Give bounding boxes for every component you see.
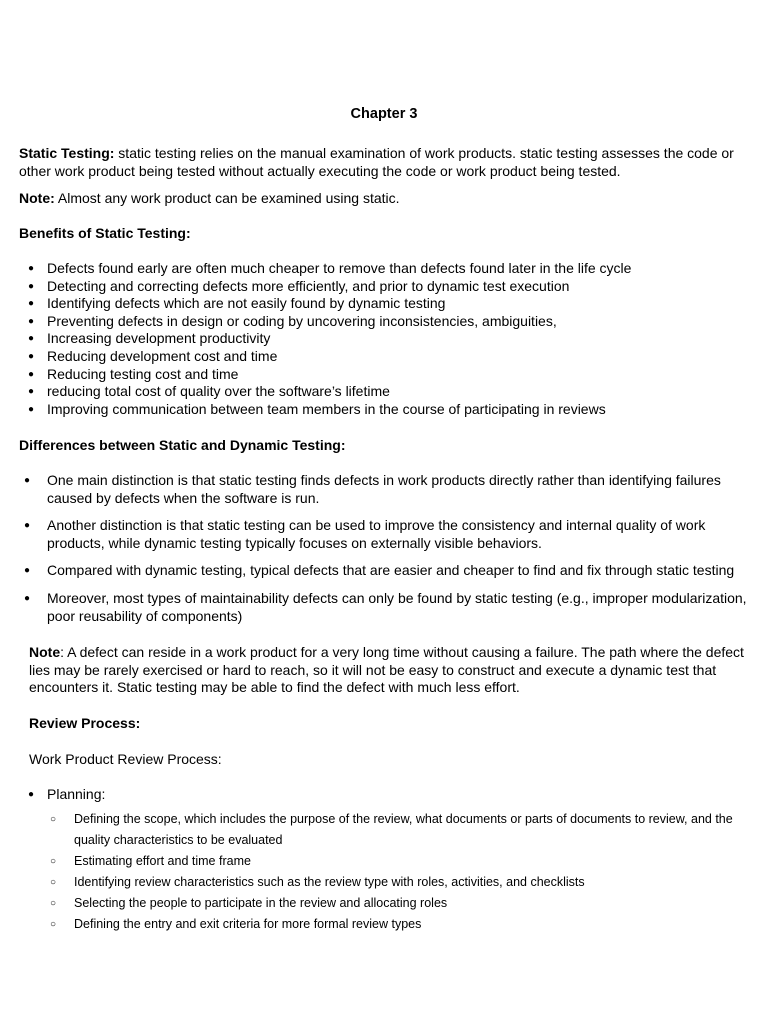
list-item: ● reducing total cost of quality over the software’s lifetime	[19, 383, 749, 401]
defect-note-label: Note	[29, 644, 61, 660]
note-text: Almost any work product can be examined using static.	[54, 190, 400, 206]
list-item: ● Preventing defects in design or coding by uncovering inconsistencies, ambiguities,	[19, 313, 749, 331]
static-testing-text: static testing relies on the manual examination of work products. static testing assesses the code or other work product being tested without actually executing the code or work product being tested.	[19, 145, 734, 179]
note-label: Note:	[19, 190, 55, 206]
list-item: ● Identifying defects which are not easily found by dynamic testing	[19, 295, 749, 313]
list-item: ● Increasing development productivity	[19, 330, 749, 348]
review-process-heading: Review Process:	[29, 715, 141, 731]
benefits-list	[19, 260, 749, 418]
list-item: ● Moreover, most types of maintainability defects can only be found by static testing (e.g., improper modularization, poor reusability of components)	[19, 590, 749, 625]
differences-list	[19, 472, 749, 635]
list-item: ○ Estimating effort and time frame	[19, 851, 754, 872]
planning-label: Planning:	[47, 786, 106, 802]
list-item: ● Another distinction is that static testing can be used to improve the consistency and internal quality of work products, while dynamic testing typically focuses on externally visible behaviors.	[19, 517, 749, 552]
list-item: ○ Selecting the people to participate in the review and allocating roles	[19, 893, 754, 914]
static-testing-label: Static Testing:	[19, 145, 115, 161]
list-item: ● Compared with dynamic testing, typical defects that are easier and cheaper to find and fix through static testing	[19, 562, 749, 580]
list-item: ○ Defining the scope, which includes the purpose of the review, what documents or parts of documents to review, and the quality characteristics to be evaluated	[19, 809, 754, 851]
chapter-title: Chapter 3	[350, 106, 418, 122]
list-item: ● Reducing development cost and time	[19, 348, 749, 366]
defect-note-text: : A defect can reside in a work product for a very long time without causing a failure. The path where the defect lies may be rarely exercised or hard to reach, so it will not be easy to construct and execute a dynamic test that encounters it. Static testing may be able to find the defect with much less effort.	[29, 644, 744, 696]
planning-item	[19, 786, 749, 804]
list-item: ● Defects found early are often much cheaper to remove than defects found later in the life cycle	[19, 260, 749, 278]
static-testing-definition	[19, 145, 749, 180]
planning-list	[19, 786, 749, 935]
defect-note-paragraph	[29, 644, 745, 697]
work-product-review-subheading: Work Product Review Process:	[29, 751, 222, 767]
list-item: ○ Identifying review characteristics such as the review type with roles, activities, and checklists	[19, 872, 754, 893]
list-item: ● Improving communication between team members in the course of participating in reviews	[19, 401, 749, 419]
differences-heading: Differences between Static and Dynamic Testing:	[19, 437, 346, 453]
list-item: ● Detecting and correcting defects more efficiently, and prior to dynamic test execution	[19, 278, 749, 296]
benefits-heading: Benefits of Static Testing:	[19, 225, 191, 241]
list-item: ● Reducing testing cost and time	[19, 366, 749, 384]
note-paragraph	[19, 190, 749, 208]
list-item: ● One main distinction is that static testing finds defects in work products directly rather than identifying failures caused by defects when the software is run.	[19, 472, 749, 507]
list-item: ○ Defining the entry and exit criteria for more formal review types	[19, 914, 754, 935]
planning-sublist	[19, 809, 749, 935]
